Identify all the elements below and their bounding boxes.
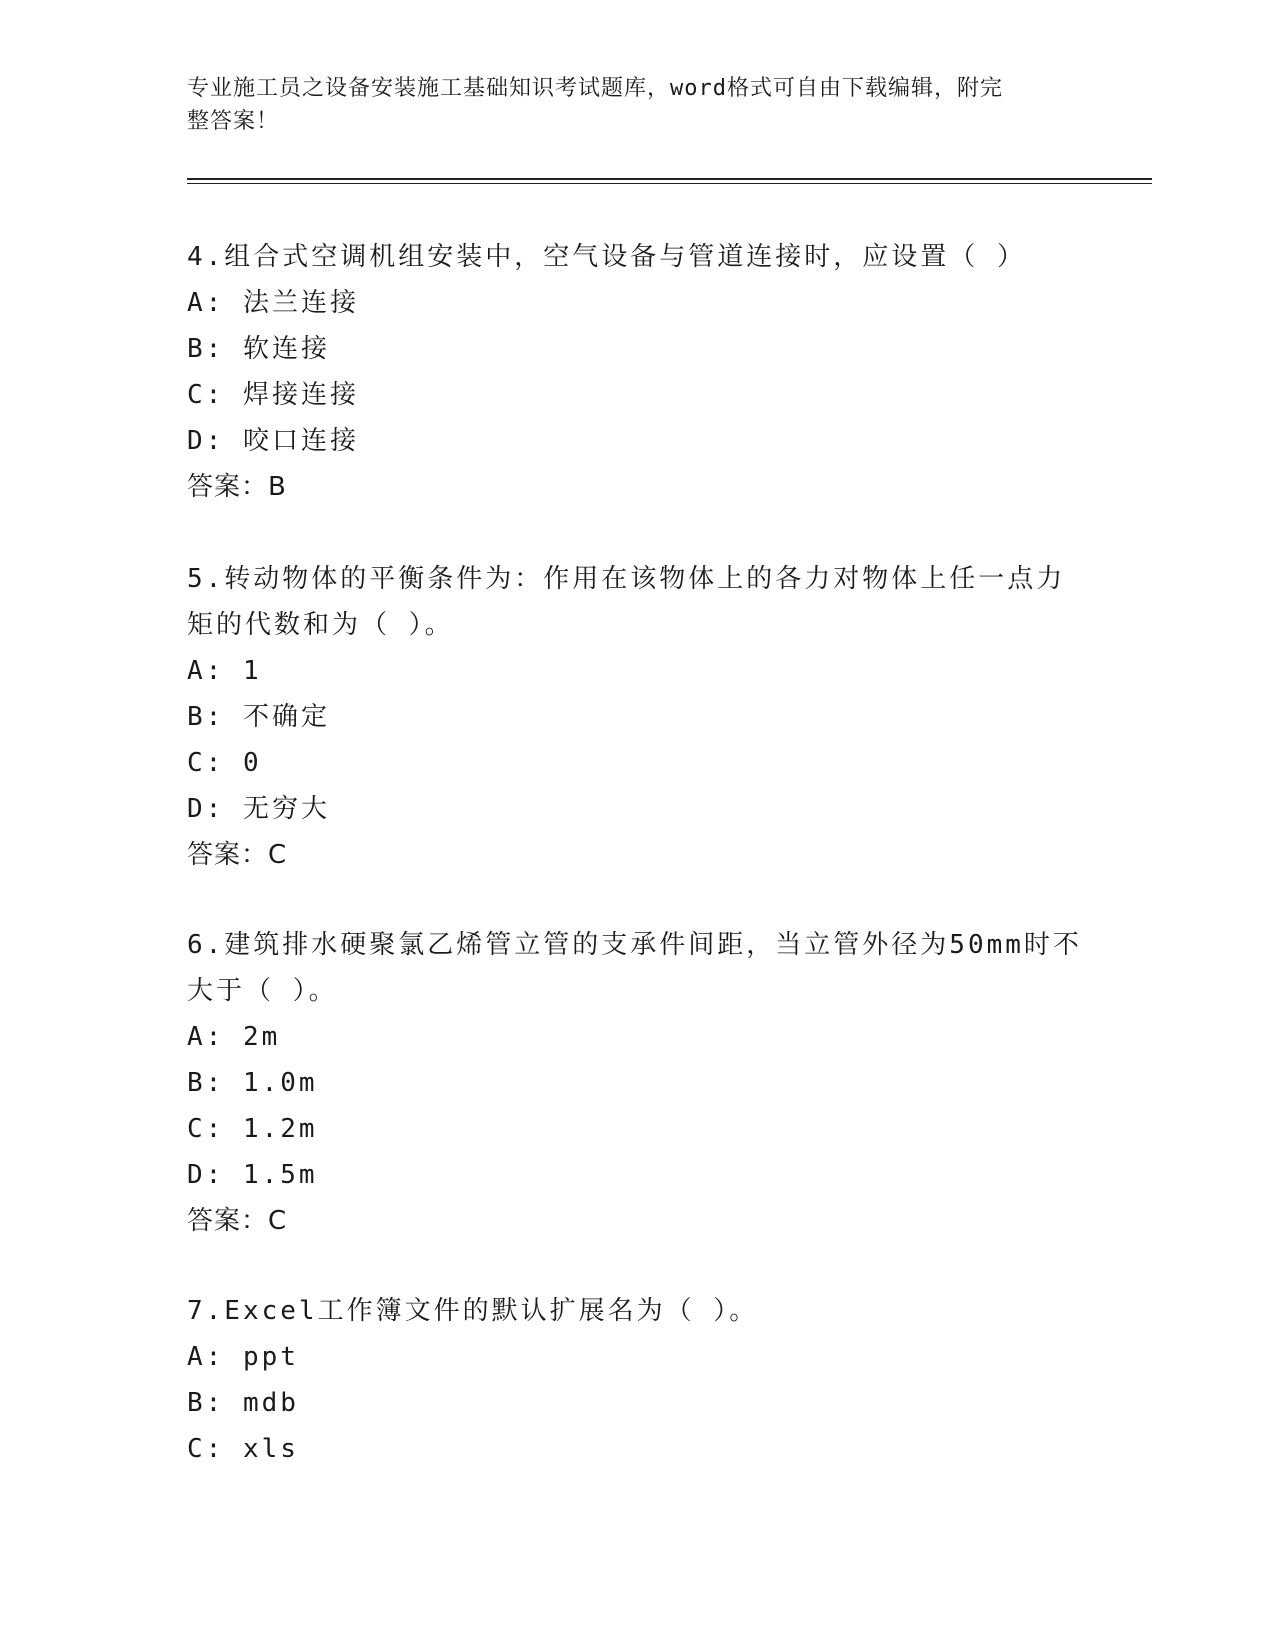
option-b: B: mdb bbox=[187, 1388, 299, 1418]
header-line-1: 专业施工员之设备安装施工基础知识考试题库，word格式可自由下载编辑，附完 bbox=[187, 76, 1003, 101]
question-5 bbox=[187, 556, 1087, 878]
answer-line: 答案：C bbox=[187, 840, 288, 870]
option-d: D: 无穷大 bbox=[187, 794, 330, 824]
answer-line: 答案：C bbox=[187, 1206, 288, 1236]
option-c: C: 0 bbox=[187, 748, 262, 778]
option-d: D: 1.5m bbox=[187, 1160, 318, 1190]
question-stem: 7.Excel工作簿文件的默认扩展名为（ ）。 bbox=[187, 1296, 759, 1326]
option-d: D: 咬口连接 bbox=[187, 426, 359, 456]
option-a: A: ppt bbox=[187, 1342, 299, 1372]
option-c: C: 1.2m bbox=[187, 1114, 318, 1144]
option-b: B: 1.0m bbox=[187, 1068, 318, 1098]
option-b: B: 软连接 bbox=[187, 334, 330, 364]
question-6 bbox=[187, 922, 1087, 1244]
question-4 bbox=[187, 234, 1087, 510]
header-divider-thick bbox=[187, 178, 1152, 180]
question-stem: 4.组合式空调机组安装中，空气设备与管道连接时，应设置（ ） bbox=[187, 242, 1026, 272]
option-b: B: 不确定 bbox=[187, 702, 330, 732]
header-divider-thin bbox=[187, 183, 1152, 184]
question-7 bbox=[187, 1288, 1087, 1472]
question-stem-continued: 大于（ ）。 bbox=[187, 976, 338, 1006]
option-c: C: 焊接连接 bbox=[187, 380, 359, 410]
question-stem: 5.转动物体的平衡条件为：作用在该物体上的各力对物体上任一点力 bbox=[187, 564, 1066, 594]
answer-line: 答案：B bbox=[187, 472, 287, 502]
option-a: A: 法兰连接 bbox=[187, 288, 359, 318]
option-a: A: 2m bbox=[187, 1022, 281, 1052]
header-line-2: 整答案！ bbox=[187, 109, 280, 134]
option-a: A: 1 bbox=[187, 656, 262, 686]
document-header bbox=[187, 72, 1087, 138]
option-c: C: xls bbox=[187, 1434, 299, 1464]
question-stem: 6.建筑排水硬聚氯乙烯管立管的支承件间距，当立管外径为50mm时不 bbox=[187, 930, 1082, 960]
question-stem-continued: 矩的代数和为（ ）。 bbox=[187, 610, 454, 640]
